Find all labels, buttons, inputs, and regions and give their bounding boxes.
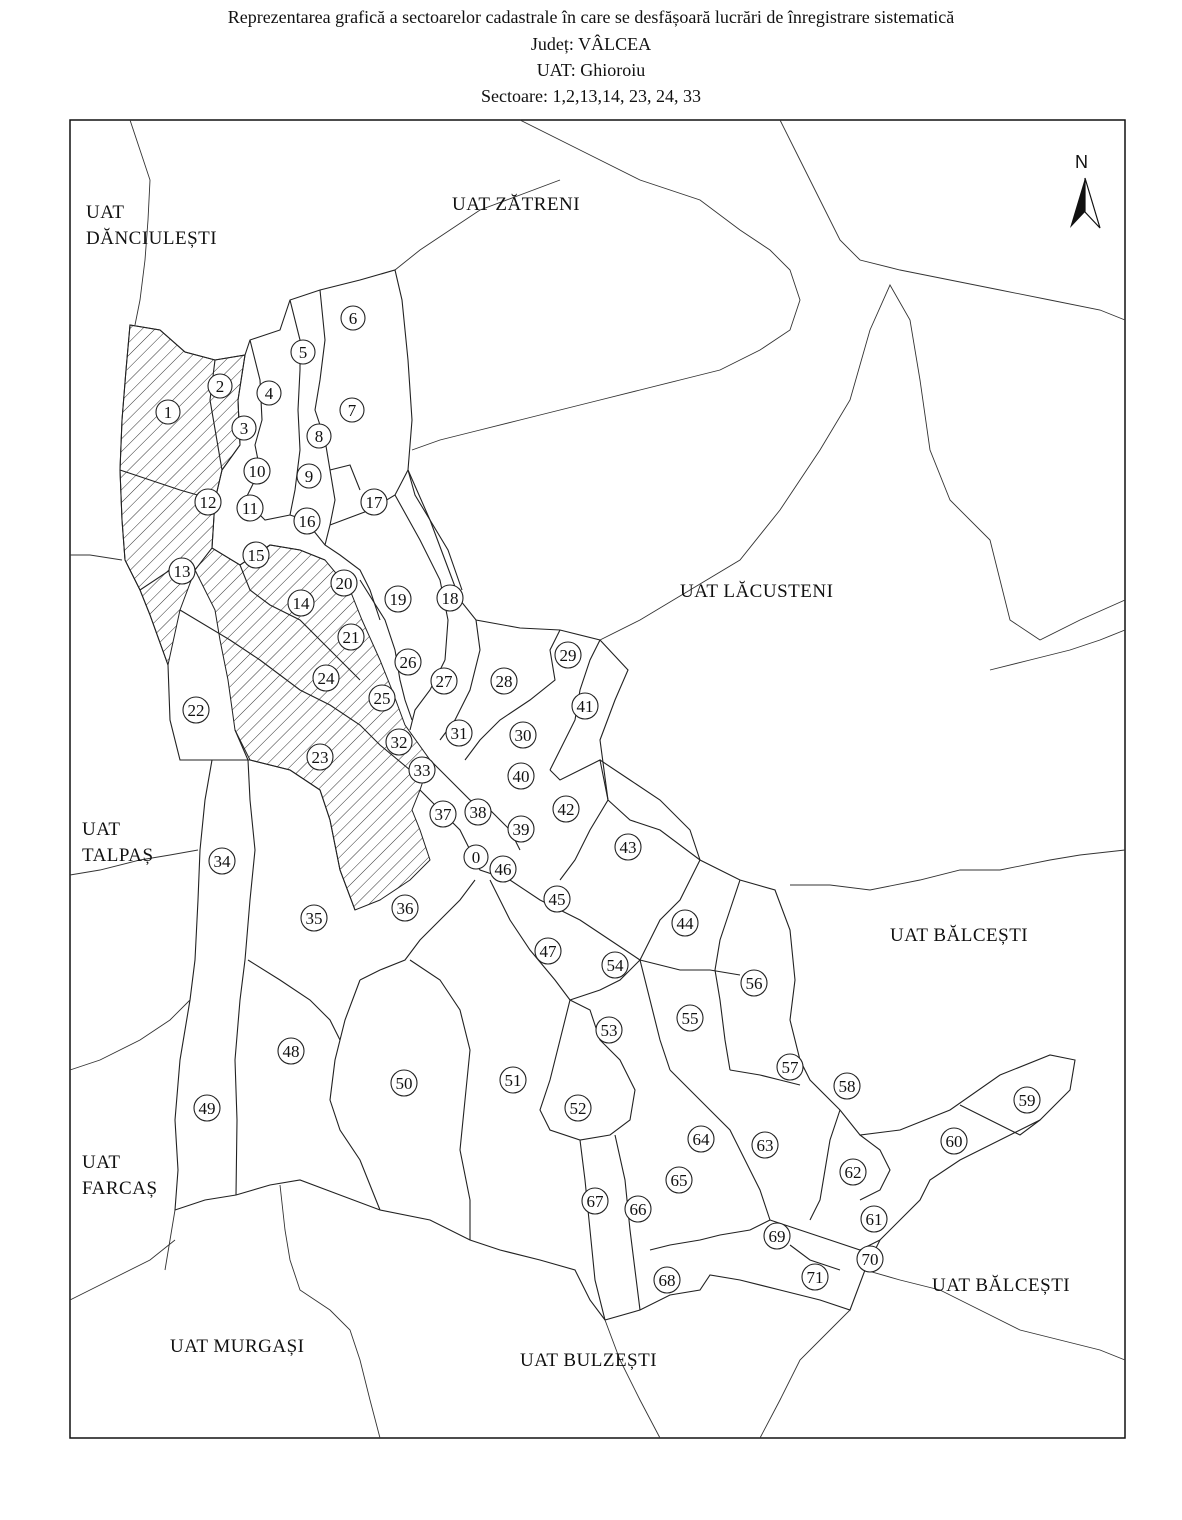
sector-number: 41 [576, 697, 594, 716]
sector-number: 8 [314, 427, 324, 446]
sector-24 [313, 665, 339, 691]
sector-5 [291, 340, 315, 364]
sector-number: 9 [304, 467, 314, 486]
sector-38 [465, 799, 491, 825]
neighbor-label-balcesti-1: UAT BĂLCEȘTI [890, 925, 1029, 946]
sector-number: 57 [781, 1058, 799, 1077]
sector-number: 38 [469, 803, 487, 822]
sector-number: 13 [173, 562, 191, 581]
sector-number: 23 [311, 748, 329, 767]
sector-23 [307, 744, 333, 770]
neighbor-label-talpas-2: TALPAȘ [82, 845, 154, 866]
sector-54 [602, 952, 628, 978]
sector-number: 28 [495, 672, 513, 691]
neighbor-label-zatreni: UAT ZĂTRENI [452, 194, 581, 215]
neighbor-label-danciulesti-1: UAT [86, 202, 125, 223]
sector-number: 52 [569, 1099, 587, 1118]
sector-number: 53 [600, 1021, 618, 1040]
sector-9 [297, 464, 321, 488]
sector-number: 47 [539, 942, 557, 961]
sector-44 [672, 910, 698, 936]
sector-number: 25 [373, 689, 391, 708]
sectors-label: Sectoare: 1,2,13,14, 23, 24, 33 [481, 86, 701, 106]
sector-4 [257, 381, 281, 405]
sector-66 [625, 1196, 651, 1222]
sector-71 [802, 1264, 828, 1290]
sector-number: 4 [264, 384, 274, 403]
sector-36 [392, 895, 418, 921]
sector-63 [752, 1132, 778, 1158]
sector-number: 19 [389, 590, 407, 609]
sector-34 [209, 848, 235, 874]
sector-51 [500, 1067, 526, 1093]
neighbor-label-lacusteni: UAT LĂCUSTENI [680, 581, 834, 602]
sector-number: 36 [396, 899, 414, 918]
sector-number: 64 [692, 1130, 710, 1149]
sector-13 [169, 558, 195, 584]
sector-number: 20 [335, 574, 353, 593]
sector-15 [243, 542, 269, 568]
sector-number: 37 [434, 805, 452, 824]
sector-number: 27 [435, 672, 453, 691]
sector-number: 6 [348, 309, 358, 328]
sector-number: 60 [945, 1132, 963, 1151]
sector-number: 1 [163, 403, 173, 422]
sector-16 [294, 508, 320, 534]
sector-37 [430, 801, 456, 827]
sector-7 [340, 398, 364, 422]
neighbor-label-farcas-1: UAT [82, 1152, 121, 1173]
sector-60 [941, 1128, 967, 1154]
sector-11 [237, 495, 263, 521]
sector-29 [555, 642, 581, 668]
sector-39 [508, 816, 534, 842]
sector-40 [508, 763, 534, 789]
sector-number: 30 [514, 726, 532, 745]
sector-number: 58 [838, 1077, 856, 1096]
sector-number: 48 [282, 1042, 300, 1061]
sector-number: 44 [676, 914, 694, 933]
sector-number: 2 [215, 377, 225, 396]
sector-49 [194, 1095, 220, 1121]
sector-number: 11 [241, 499, 259, 518]
sector-number: 67 [586, 1192, 604, 1211]
north-arrow-right-icon [1085, 178, 1100, 228]
sector-43 [615, 834, 641, 860]
sector-number: 59 [1018, 1091, 1036, 1110]
sector-19 [385, 586, 411, 612]
north-arrow-label: N [1075, 152, 1088, 172]
sector-number: 46 [494, 860, 512, 879]
sector-65 [666, 1167, 692, 1193]
sector-number: 33 [413, 761, 431, 780]
map-title: Reprezentarea grafică a sectoarelor cadastrale în care se desfășoară lucrări de înregistrare sistematică [227, 7, 955, 27]
sector-number: 40 [512, 767, 530, 786]
sector-boundaries [120, 270, 1075, 1320]
sector-61 [861, 1206, 887, 1232]
sector-32 [386, 729, 412, 755]
sector-31 [446, 720, 472, 746]
sector-56 [741, 970, 767, 996]
sector-67 [582, 1188, 608, 1214]
sector-number: 35 [305, 909, 323, 928]
sector-68 [654, 1267, 680, 1293]
sector-number: 66 [629, 1200, 647, 1219]
sector-number: 0 [471, 848, 481, 867]
sector-number: 31 [450, 724, 468, 743]
sector-number: 45 [548, 890, 566, 909]
sector-8 [307, 424, 331, 448]
sector-number: 14 [292, 594, 310, 613]
sector-number: 22 [187, 701, 205, 720]
sector-number: 55 [681, 1009, 699, 1028]
sector-number: 54 [606, 956, 624, 975]
sector-21 [338, 624, 364, 650]
sector-number: 69 [768, 1227, 786, 1246]
sector-20 [331, 570, 357, 596]
sector-47 [535, 938, 561, 964]
neighbor-label-balcesti-2: UAT BĂLCEȘTI [932, 1275, 1071, 1296]
sector-64 [688, 1126, 714, 1152]
sector-number: 65 [670, 1171, 688, 1190]
neighbor-label-murgasi: UAT MURGAȘI [170, 1336, 305, 1357]
sector-12 [195, 489, 221, 515]
sector-58 [834, 1073, 860, 1099]
sector-number: 7 [347, 401, 357, 420]
neighbor-label-talpas-1: UAT [82, 819, 121, 840]
sector-number: 12 [199, 493, 217, 512]
sector-70 [857, 1246, 883, 1272]
uat-label: UAT: Ghioroiu [536, 60, 646, 80]
sector-number: 3 [239, 419, 249, 438]
map-frame [70, 120, 1125, 1438]
sector-number: 15 [247, 546, 265, 565]
sector-45 [544, 886, 570, 912]
sector-6 [341, 306, 365, 330]
sector-number: 62 [844, 1163, 862, 1182]
sector-number: 26 [399, 653, 417, 672]
sector-number: 61 [865, 1210, 883, 1229]
sector-number: 5 [298, 343, 308, 362]
county-label: Județ: VÂLCEA [530, 34, 652, 54]
sector-number: 10 [248, 462, 266, 481]
sector-number: 21 [342, 628, 360, 647]
neighbor-label-farcas-2: FARCAȘ [82, 1178, 158, 1199]
sector-52 [565, 1095, 591, 1121]
north-arrow-left-icon [1070, 178, 1085, 228]
sector-number: 70 [861, 1250, 879, 1269]
sector-2 [208, 374, 232, 398]
sector-22 [183, 697, 209, 723]
sector-number: 71 [806, 1268, 824, 1287]
north-arrow [1070, 152, 1100, 228]
sector-30 [510, 722, 536, 748]
sector-27 [431, 668, 457, 694]
sector-50 [391, 1070, 417, 1096]
sector-33 [409, 757, 435, 783]
sector-number: 51 [504, 1071, 522, 1090]
sector-55 [677, 1005, 703, 1031]
sector-number: 50 [395, 1074, 413, 1093]
sector-25 [369, 685, 395, 711]
neighbor-boundaries [70, 120, 1125, 1438]
sector-number: 18 [441, 589, 459, 608]
sector-number: 32 [390, 733, 408, 752]
sector-number: 24 [317, 669, 335, 688]
sector-69 [764, 1223, 790, 1249]
sector-28 [491, 668, 517, 694]
sector-number: 39 [512, 820, 530, 839]
sector-number: 43 [619, 838, 637, 857]
sector-48 [278, 1038, 304, 1064]
sector-0 [464, 845, 488, 869]
sector-number: 42 [557, 800, 575, 819]
sector-59 [1014, 1087, 1040, 1113]
neighbor-label-danciulesti-2: DĂNCIULEȘTI [86, 228, 218, 249]
sector-number: 16 [298, 512, 316, 531]
sector-41 [572, 693, 598, 719]
sector-number: 29 [559, 646, 577, 665]
sector-number: 49 [198, 1099, 216, 1118]
sector-46 [490, 856, 516, 882]
sector-53 [596, 1017, 622, 1043]
neighbor-label-bulzesti: UAT BULZEȘTI [520, 1350, 658, 1371]
sector-3 [232, 416, 256, 440]
sector-number: 34 [213, 852, 231, 871]
sector-42 [553, 796, 579, 822]
sector-10 [244, 458, 270, 484]
sector-62 [840, 1159, 866, 1185]
sector-number: 56 [745, 974, 763, 993]
sector-number: 17 [365, 493, 383, 512]
sector-14 [288, 590, 314, 616]
sector-17 [361, 489, 387, 515]
sector-26 [395, 649, 421, 675]
sector-18 [437, 585, 463, 611]
sector-57 [777, 1054, 803, 1080]
sector-number: 68 [658, 1271, 676, 1290]
sector-35 [301, 905, 327, 931]
sector-1 [156, 400, 180, 424]
sector-number: 63 [756, 1136, 774, 1155]
